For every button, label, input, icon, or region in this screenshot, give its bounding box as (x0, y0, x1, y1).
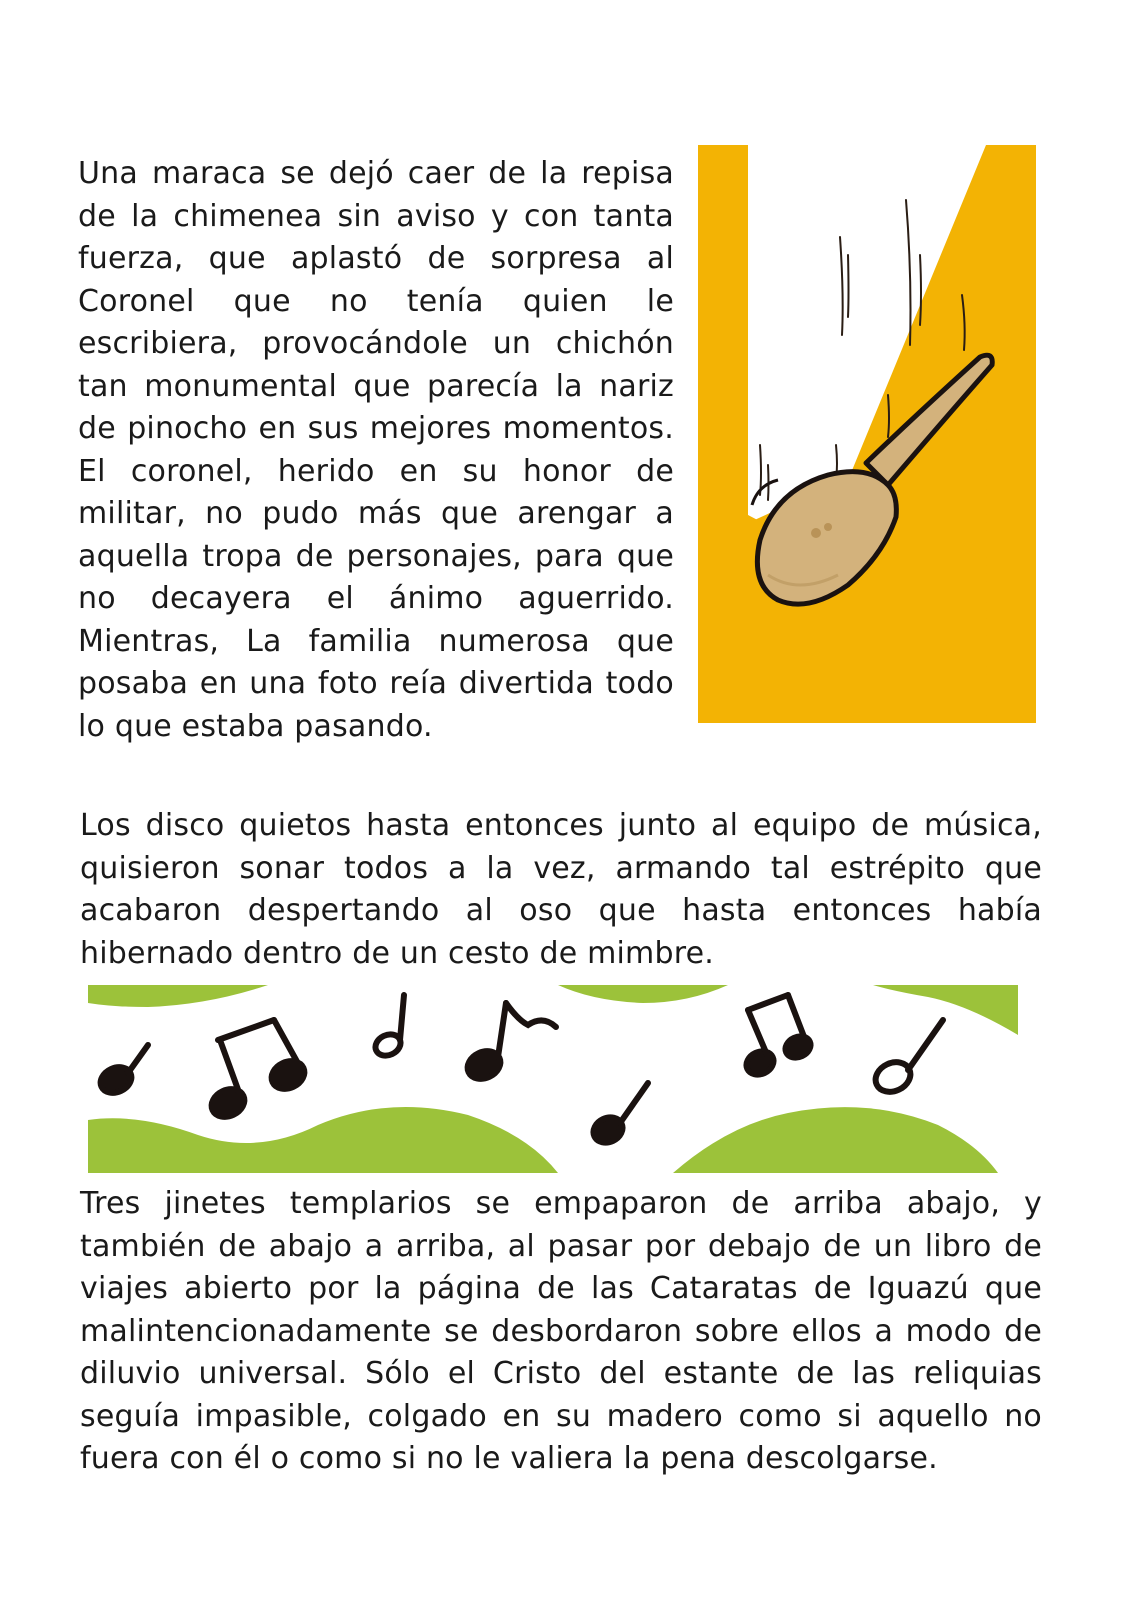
paragraph-maraca: Una maraca se dejó caer de la repisa de la chimenea sin aviso y con tanta fuerza, que aplastó de sorpresa al Coronel que no tenía quien le escribiera, provocándole un chichón tan monumental que parecía la nariz de pinocho en sus mejores momentos. El coronel, herido en su honor de militar, no pudo más que arengar a aquella tropa de personajes, para que no decayera el ánimo aguerrido. Mientras, La familia numerosa que posaba en una foto reía divertida todo lo que estaba pasando. (78, 156, 674, 744)
music-notes-illustration (88, 985, 1018, 1173)
paragraph-discos: Los disco quietos hasta entonces junto al equipo de música, quisieron sonar todos a la vez, armando tal estrépito que acabaron despertando al oso que hasta entonces había hibernado dentro de un cesto de mimbre. (80, 808, 1042, 971)
maraca-illustration (698, 145, 1038, 723)
paragraph-jinetes: Tres jinetes templarios se empaparon de arriba abajo, y también de abajo a arriba, al pasar por debajo de un libro de viajes abierto por la página de las Cataratas de Iguazú que malintencionadamente se desbordaron sobre ellos a modo de diluvio universal. Sólo el Cristo del estante de las reliquias seguía impasible, colgado en su madero como si aquello no fuera con él o como si no le valiera la pena descolgarse. (80, 1186, 1042, 1476)
